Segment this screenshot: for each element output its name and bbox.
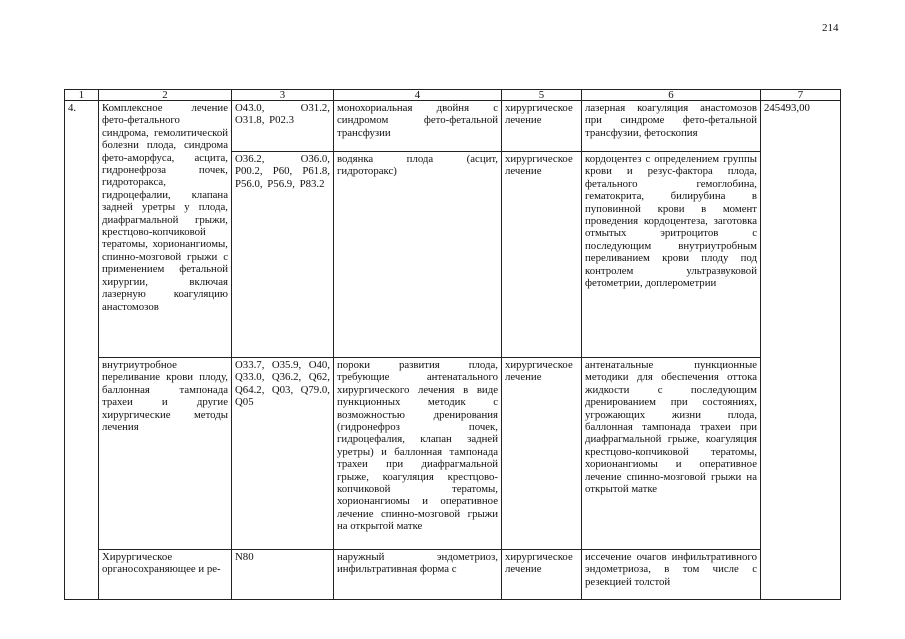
icd-codes: О36.2, О36.0, Р00.2, Р60, Р61.8, Р56.0, Р56.9, Р83.2: [232, 152, 334, 358]
treatment-type: [502, 550, 582, 600]
icd-codes: О33.7, О35.9, О40, Q33.0, Q36.2, Q62, Q64.2, Q03, Q79.0, Q05: [232, 358, 334, 550]
treatment-method: антенатальные пункционные методики для обеспечения оттока жидкости с последующим дренированием при состояниях, угрожающих жизни плода, баллонная тампонада трахеи при диафрагмальной грыже, коагуляция крестцово-копчиковой тератомы, хорионангиомы и оперативное лечение спинно-мозговой грыжи на открытой матке: [582, 358, 761, 550]
care-type-name: Комплексное лечение фето-фетального синдрома, гемолитической болезни плода, синдрома фето-аморфуса, асцита, гидронефроза почек, гидроторакса, гидроцефалии, клапана задней уретры у плода, диафрагмальной грыжи, крестцово-копчиковой тератомы, хорионангиомы, спинно-мозговой грыжи с применением фетальной хирургии, включая лазерную коагуляцию анастомозов: [99, 101, 232, 358]
cut-cell-text: иссечение очагов инфильтративного эндометриоза, в том числе с резекцией толстой: [585, 551, 757, 588]
column-number: 6: [582, 90, 761, 101]
patient-model: водянка плода (асцит, гидроторакс): [334, 152, 502, 358]
treatment-method: лазерная коагуляция анастомозов при синдроме фето-фетальной трансфузии, фетоскопия: [582, 101, 761, 152]
cut-cell-text: хирургическое лечение: [505, 551, 573, 576]
column-number: 2: [99, 90, 232, 101]
page-number: 214: [822, 22, 839, 34]
column-number: 1: [65, 90, 99, 101]
cut-cell-text: N80: [235, 551, 254, 563]
column-number: 4: [334, 90, 502, 101]
care-type-name: внутриутробное переливание крови плоду, баллонная тампонада трахеи и другие хирургические методы лечения: [99, 358, 232, 550]
table-row: [65, 101, 841, 152]
care-cost: 245493,00: [761, 101, 841, 600]
treatment-method: кордоцентез с определением группы крови и резус-фактора плода, фетального гемоглобина, гематокрита, билирубина в пуповинной крови в момент проведения кордоцентеза, заготовка отмытых эритроцитов с последующим внутриутробным переливанием крови плоду под контролем ультразвуковой фетометрии, доплерометрии: [582, 152, 761, 358]
patient-model: [334, 550, 502, 600]
treatment-type: хирургическое лечение: [502, 101, 582, 152]
medical-care-table: [64, 89, 841, 600]
column-number: 5: [502, 90, 582, 101]
column-number: 7: [761, 90, 841, 101]
table-row: [65, 358, 841, 550]
treatment-type: хирургическое лечение: [502, 152, 582, 358]
treatment-type: хирургическое лечение: [502, 358, 582, 550]
care-type-name: [99, 550, 232, 600]
treatment-method: [582, 550, 761, 600]
column-number: 3: [232, 90, 334, 101]
column-number-row: [65, 90, 841, 101]
row-number: 4.: [65, 101, 99, 600]
cut-cell-text: наружный эндометриоз, инфильтративная форма с: [337, 551, 498, 576]
patient-model: пороки развития плода, требующие антенатального хирургического лечения в виде пункционных методик с возможностью дренирования (гидронефроз почек, гидроцефалия, клапан задней уретры) и баллонная тампонада трахеи при диафрагмальной грыже, коагуляция крестцово-копчиковой тератомы, хорионангиомы и оперативное лечение спинно-мозговой грыжи на открытой матке: [334, 358, 502, 550]
table-row: [65, 550, 841, 600]
icd-codes: [232, 550, 334, 600]
icd-codes: О43.0, О31.2, О31.8, Р02.3: [232, 101, 334, 152]
patient-model: монохориальная двойня с синдромом фето-фетальной трансфузии: [334, 101, 502, 152]
cut-cell-text: Хирургическое органосохраняющее и ре-: [102, 551, 221, 576]
